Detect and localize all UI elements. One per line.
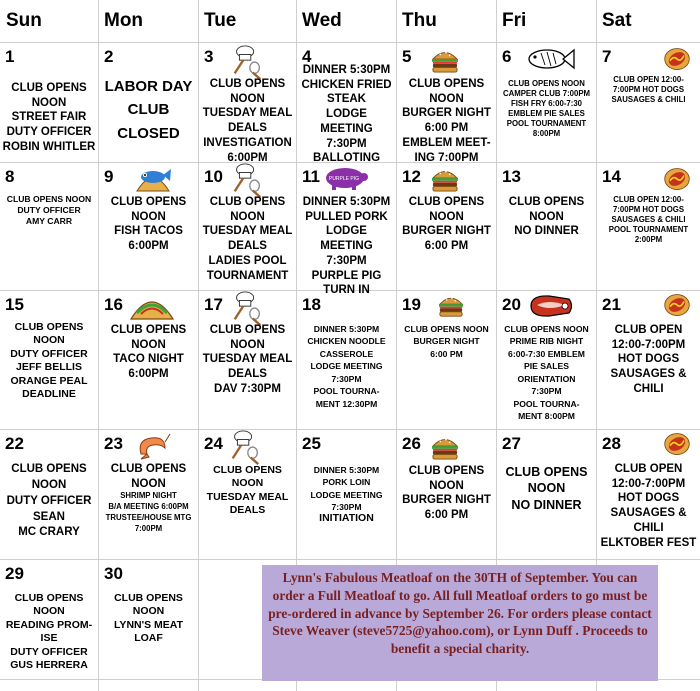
chef-hat-icon [231,291,263,327]
shrimp-icon [135,432,171,460]
day-events: CLUB OPEN 12:00-7:00PM HOT DOGS SAUSAGES & CHILI ELKTOBER FEST [600,463,697,549]
day-number: 25 [302,434,321,453]
day-number: 28 [602,434,621,453]
day-events: CLUB OPEN 12:00- 7:00PM HOT DOGS SAUSAGES & CHILI POOL TOURNAMENT 2:00PM [608,195,689,244]
steak-icon [527,293,575,319]
day-number: 22 [5,434,24,453]
day-number: 15 [5,295,24,314]
day-number: 8 [5,167,15,186]
day-cell-9 [99,163,198,290]
day-cell-18 [297,291,396,429]
day-events: CLUB OPENS NOON READING PROM- ISE DUTY OFFICER GUS HERRERA [5,592,93,672]
day-events: CLUB OPENS NOON DUTY OFFICER SEAN MC CRARY [6,463,92,539]
day-number: 21 [602,295,621,314]
day-number: 3 [204,47,214,66]
day-number: 27 [502,434,521,453]
day-cell-21 [597,291,700,429]
day-cell-7 [597,43,700,162]
day-cell-22 [0,430,98,559]
day-cell-13 [497,163,596,290]
day-number: 6 [502,47,512,66]
day-cell-30 [99,560,198,679]
day-number: 18 [302,295,321,314]
day-cell-8 [0,163,98,290]
day-events: CLUB OPENS NOON TUESDAY MEAL DEALS LADIES POOL TOURNAMENT [202,196,293,282]
day-number: 17 [204,295,223,314]
day-cell-17 [199,291,296,429]
day-cell-6 [497,43,596,162]
burger-icon [437,293,465,317]
chef-hat-icon [229,430,261,466]
day-events: CLUB OPENS NOON DUTY OFFICER AMY CARR [6,194,92,226]
day-number: 9 [104,167,114,186]
day-events: CLUB OPENS NOON STREET FAIR DUTY OFFICER ROBIN WHITLER [2,82,96,153]
day-events: SHRIMP NIGHT B/A MEETING 6:00PM TRUSTEE/HOUSE MTG 7:00PM [105,491,192,533]
hotdog-icon [663,45,691,73]
weekday-sat: Sat [602,10,632,31]
weekday-fri: Fri [502,10,527,31]
day-cell-25 [297,430,396,559]
burger-icon [430,434,460,460]
meatloaf-notice: Lynn's Fabulous Meatloaf on the 30TH of September. You can order a Full Meatloaf to go. All full Meatloaf orders to go must be pre-ordered in advance by September 26. For orders please contact Steve Weaver (steve5725@yahoo.com), or Lynn Duff . Proceeds to benefit a special charity. [262,565,658,681]
day-number: 24 [204,434,223,453]
chef-hat-icon [231,45,263,81]
fish-taco-icon [133,165,173,195]
day-cell-15 [0,291,98,429]
day-events: CLUB OPENS NOON BURGER NIGHT 6:00 PM [404,324,489,359]
day-cell-2 [99,43,198,162]
day-number: 26 [402,434,421,453]
day-cell-27 [497,430,596,559]
day-number: 10 [204,167,223,186]
day-events: DINNER 5:30PM PORK LOIN LODGE MEETING 7:30PM [310,465,383,513]
day-cell-4 [297,43,396,165]
day-number: 1 [5,47,15,66]
day-cell-20 [497,291,596,429]
day-events: CLUB OPENS NOON NO DINNER [508,196,585,238]
day-cell-16 [99,291,198,429]
day-events: CLUB OPENS NOON TACO NIGHT 6:00PM [110,324,187,381]
day-cell-23 [99,430,198,559]
day-cell-24 [199,430,296,559]
day-number: 11 [302,167,320,186]
day-number: 30 [104,564,123,583]
day-number: 7 [602,47,612,66]
taco-icon [129,293,175,321]
hotdog-icon [663,430,691,458]
day-events: CLUB OPENS NOON TUESDAY MEAL DEALS [206,464,289,517]
day-cell-19 [397,291,496,429]
weekday-tue: Tue [204,10,237,31]
day-events: CLUB OPENS NOON CAMPER CLUB 7:00PM FISH FRY 6:00-7:30 EMBLEM PIE SALES POOL TOURNAMENT 8:00PM [502,79,591,138]
day-cell-10 [199,163,296,290]
day-cell-29 [0,560,98,679]
day-events: DINNER 5:30PM PULLED PORK LODGE MEETING 7:30PM PURPLE PIG TURN IN [302,196,391,297]
day-events: CLUB OPENS NOON BURGER NIGHT 6:00 PM [402,465,491,522]
fish-icon [525,45,575,73]
purple-pig-icon [323,165,369,191]
day-events-title: CLUB OPENS NOON [110,463,187,490]
day-events: DINNER 5:30PM CHICKEN FRIED STEAK LODGE MEETING 7:30PM BALLOTING [301,64,392,165]
day-cell-11 [297,163,396,297]
day-events: CLUB OPENS NOON TUESDAY MEAL DEALS INVESTIGATION 6:00PM [202,78,293,164]
day-events: CLUB OPENS NOON LYNN'S MEAT LOAF [113,592,183,645]
day-number: 16 [104,295,123,314]
day-number: 2 [104,47,114,66]
day-cell-12 [397,163,496,290]
day-events: CLUB OPEN 12:00- 7:00PM HOT DOGS SAUSAGES & CHILI [611,75,686,104]
day-number: 14 [602,167,621,186]
day-events: DINNER 5:30PM CHICKEN NOODLE CASSEROLE LODGE MEETING 7:30PM POOL TOURNA- MENT 12:30PM [307,324,386,409]
chef-hat-icon [231,163,263,199]
day-number: 5 [402,47,412,66]
day-events: CLUB OPENS NOON PRIME RIB NIGHT 6:00-7:30 EMBLEM PIE SALES ORIENTATION 7:30PM POOL TOURNA- MENT 8:00PM [504,324,589,422]
day-number: 29 [5,564,24,583]
day-events: CLUB OPENS NOON NO DINNER [505,465,588,512]
day-events: LABOR DAY CLUB CLOSED [104,78,193,142]
day-cell-3 [199,43,296,162]
day-cell-28 [597,430,700,559]
day-events: CLUB OPENS NOON BURGER NIGHT 6:00 PM EMBLEM MEET- ING 7:00PM [402,78,491,164]
hotdog-icon [663,165,691,193]
weekday-wed: Wed [302,10,342,31]
day-number: 20 [502,295,521,314]
day-events-extra: INITIATION [319,512,374,524]
day-number: 19 [402,295,421,314]
hotdog-icon [663,291,691,319]
day-events: CLUB OPENS NOON BURGER NIGHT 6:00 PM [402,196,491,253]
burger-icon [430,166,460,192]
burger-icon [430,47,460,73]
day-cell-5 [397,43,496,162]
day-events: CLUB OPEN 12:00-7:00PM HOT DOGS SAUSAGES & CHILI [610,324,687,395]
day-cell-14 [597,163,700,290]
day-number: 23 [104,434,123,453]
day-events: CLUB OPENS NOON DUTY OFFICER JEFF BELLIS ORANGE PEAL DEADLINE [10,321,88,401]
day-cell-1 [0,43,98,162]
weekday-sun: Sun [6,10,42,31]
day-number: 4 [302,47,312,66]
day-cell-26 [397,430,496,559]
weekday-mon: Mon [104,10,144,31]
day-number: 13 [502,167,521,186]
day-number: 12 [402,167,421,186]
day-events: CLUB OPENS NOON FISH TACOS 6:00PM [110,196,187,253]
weekday-thu: Thu [402,10,437,31]
day-events: CLUB OPENS NOON TUESDAY MEAL DEALS DAV 7:30PM [202,324,293,395]
purple-pig-label: PURPLE PIG [328,176,360,182]
